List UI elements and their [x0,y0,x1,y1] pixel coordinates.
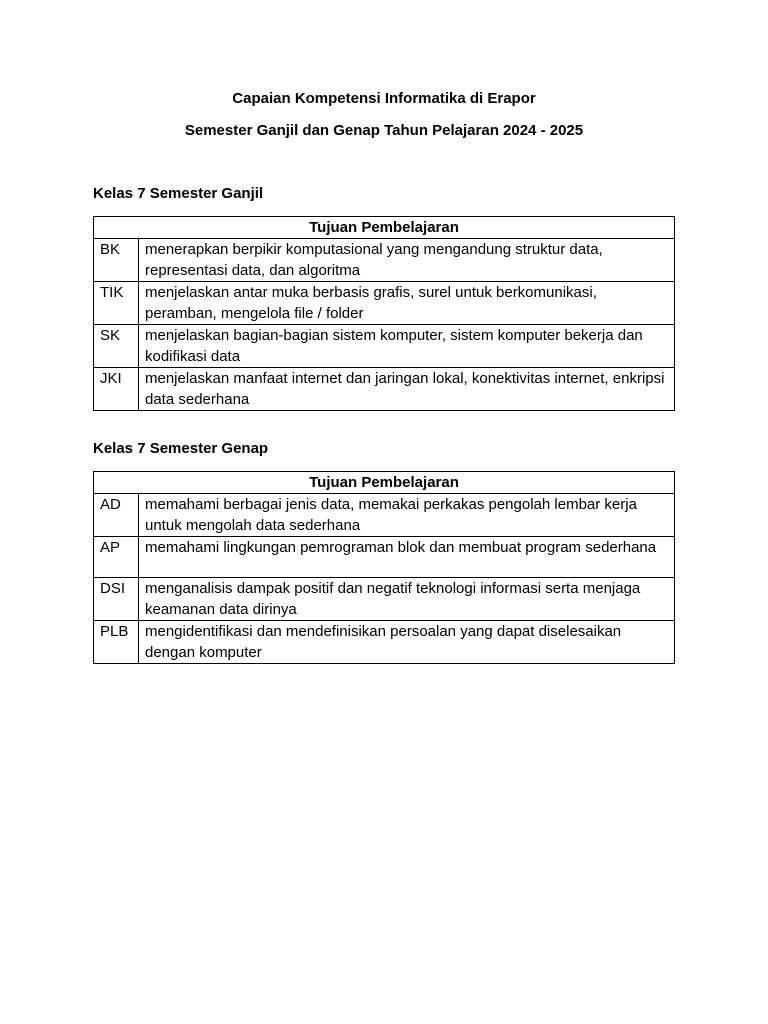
table-row [94,282,675,325]
row-description: memahami lingkungan pemrograman blok dan membuat program sederhana [139,537,675,578]
row-code: TIK [94,282,139,325]
section-heading-genap: Kelas 7 Semester Genap [93,440,269,457]
row-description: menjelaskan bagian-bagian sistem komputer, sistem komputer bekerja dan kodifikasi data [139,325,675,368]
row-code: JKI [94,368,139,411]
table-row [94,239,675,282]
row-description: menganalisis dampak positif dan negatif teknologi informasi serta menjaga keamanan data dirinya [139,578,675,621]
row-code: DSI [94,578,139,621]
table-row [94,621,675,664]
row-description: memahami berbagai jenis data, memakai perkakas pengolah lembar kerja untuk mengolah data sederhana [139,494,675,537]
row-code: AP [94,537,139,578]
row-description: mengidentifikasi dan mendefinisikan persoalan yang dapat diselesaikan dengan komputer [139,621,675,664]
row-code: SK [94,325,139,368]
row-code: PLB [94,621,139,664]
row-description: menjelaskan antar muka berbasis grafis, surel untuk berkomunikasi, peramban, mengelola file / folder [139,282,675,325]
table-row [94,537,675,578]
table-header: Tujuan Pembelajaran [94,217,675,239]
document-title: Capaian Kompetensi Informatika di Erapor [232,90,536,107]
table-header: Tujuan Pembelajaran [94,472,675,494]
table-header-row [94,217,675,239]
table-row [94,368,675,411]
row-code: AD [94,494,139,537]
section-heading-ganjil: Kelas 7 Semester Ganjil [93,185,264,202]
learning-objectives-table-genap [93,471,675,664]
table-row [94,325,675,368]
row-description: menerapkan berpikir komputasional yang mengandung struktur data, representasi data, dan algoritma [139,239,675,282]
document-subtitle: Semester Ganjil dan Genap Tahun Pelajaran 2024 - 2025 [184,122,584,139]
row-code: BK [94,239,139,282]
table-row [94,494,675,537]
row-description: menjelaskan manfaat internet dan jaringan lokal, konektivitas internet, enkripsi data sederhana [139,368,675,411]
learning-objectives-table-ganjil [93,216,675,411]
table-header-row [94,472,675,494]
table-row [94,578,675,621]
